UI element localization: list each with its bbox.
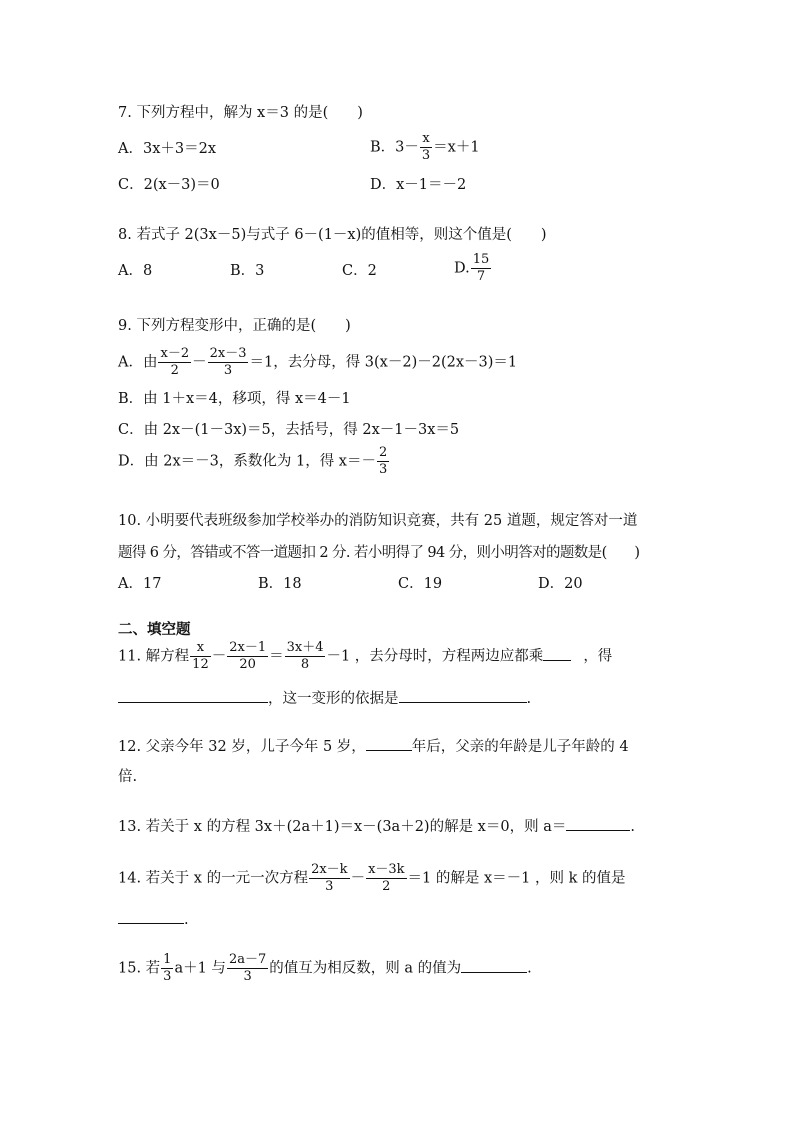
fraction: $\frac{2x-k}{3}$ [311, 862, 348, 894]
section-title-fill-in: 二、填空题 [118, 622, 191, 638]
question-7-option-d: D．x－1＝－2 [370, 177, 467, 193]
question-7-stem: 7. 下列方程中，解为 x＝3 的是( ) [118, 105, 363, 121]
answer-blank[interactable] [566, 816, 630, 831]
fraction: $\frac{2x-3}{3}$ [209, 346, 247, 378]
fraction: $\frac{3x+4}{8}$ [286, 640, 324, 672]
question-11-line-2: ，这一变形的依据是 . [118, 688, 531, 709]
question-9-option-c: C．由 2x－(1－3x)＝5，去括号，得 2x－1－3x＝5 [118, 422, 460, 438]
fraction: $\frac{x-3k}{2}$ [368, 862, 405, 894]
fraction: $\frac{1}{3}$ [163, 952, 172, 984]
question-8-option-b: B．3 [230, 263, 265, 279]
question-12-line-2: 倍. [118, 769, 138, 785]
answer-blank[interactable] [399, 688, 527, 703]
question-9-stem: 9. 下列方程变形中，正确的是( ) [118, 318, 351, 334]
question-7-option-b: B．3－ $\frac{x}{3}$ ＝x＋1 [370, 131, 480, 163]
question-10-option-c: C．19 [398, 576, 443, 592]
answer-blank[interactable] [118, 909, 184, 924]
question-12-line-1: 12. 父亲今年 32 岁，儿子今年 5 岁， 年后，父亲的年龄是儿子年龄的 4 [118, 736, 629, 757]
question-9-option-d: D．由 2x＝－3，系数化为 1，得 x＝－ $\frac{2}{3}$ [118, 445, 388, 477]
fraction: $\frac{2x-1}{20}$ [229, 640, 267, 672]
question-13: 13. 若关于 x 的方程 3x＋(2a＋1)＝x－(3a＋2)的解是 x＝0，则 a＝ . [118, 816, 635, 837]
answer-blank[interactable] [543, 646, 571, 661]
fraction: $\frac{x}{12}$ [192, 640, 209, 672]
question-9-option-a: A．由 $\frac{x-2}{2}$ － $\frac{2x-3}{3}$ ＝1，去分母，得 3(x－2)－2(2x－3)＝1 [118, 346, 518, 378]
question-7-option-c: C．2(x－3)＝0 [118, 177, 220, 193]
question-14-line-1: 14. 若关于 x 的一元一次方程 $\frac{2x-k}{3}$ － $\frac{x-3k}{2}$ ＝1 的解是 x＝－1 ，则 k 的值是 [118, 862, 626, 894]
question-11-line-1: 11. 解方程 $\frac{x}{12}$ － $\frac{2x-1}{20}$ ＝ $\frac{3x+4}{8}$ －1 ，去分母时，方程两边应都乘 ，得 [118, 640, 613, 672]
fraction: $\frac{x-2}{2}$ [160, 346, 190, 378]
question-10-option-d: D．20 [538, 576, 583, 592]
fraction: $\frac{2a-7}{3}$ [228, 952, 267, 984]
question-8-option-c: C．2 [342, 263, 377, 279]
question-8-stem: 8. 若式子 2(3x－5)与式子 6－(1－x)的值相等，则这个值是( ) [118, 227, 547, 243]
question-9-option-b: B．由 1＋x＝4，移项，得 x＝4－1 [118, 391, 351, 407]
question-10-line-2: 题得 6 分，答错或不答一道题扣 2 分. 若小明得了 94 分，则小明答对的题数是( ) [118, 545, 640, 561]
question-15: 15. 若 $\frac{1}{3}$ a＋1 与 $\frac{2a-7}{3}$ 的值互为相反数，则 a 的值为 . [118, 952, 532, 984]
fraction: $\frac{15}{7}$ [472, 252, 490, 284]
question-10-option-a: A．17 [118, 576, 162, 592]
answer-blank[interactable] [118, 688, 268, 703]
fraction: $\frac{2}{3}$ [378, 445, 388, 477]
question-7-option-a: A．3x＋3＝2x [118, 141, 217, 157]
question-14-line-2: . [118, 909, 189, 930]
answer-blank[interactable] [366, 736, 412, 751]
answer-blank[interactable] [461, 958, 527, 973]
question-10-line-1: 10. 小明要代表班级参加学校举办的消防知识竞赛，共有 25 道题，规定答对一道 [118, 513, 638, 529]
question-8-option-d: D. $\frac{15}{7}$ [454, 252, 490, 284]
question-10-option-b: B．18 [258, 576, 302, 592]
question-8-option-a: A．8 [118, 263, 153, 279]
fraction: $\frac{x}{3}$ [421, 131, 431, 163]
